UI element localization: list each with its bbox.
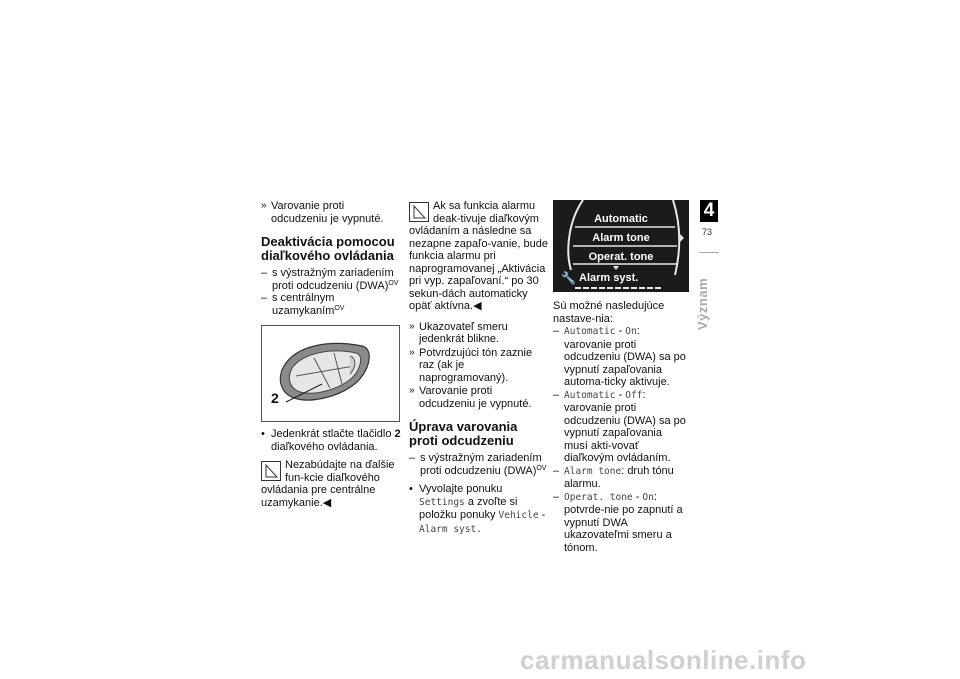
step-item bbox=[409, 483, 549, 536]
ov-mark: OV bbox=[536, 464, 547, 472]
condition-item bbox=[261, 292, 401, 317]
option-text: : varovanie proti odcudzeniu (DWA) sa po vypnutí zapaľovania musí akti-vovať diaľkovým ovládaním. bbox=[564, 388, 686, 464]
result-item: » Varovanie proti odcudzeniu je vypnuté. bbox=[409, 385, 549, 410]
display-screen bbox=[553, 200, 689, 292]
column-1 bbox=[261, 200, 401, 509]
remote-key-figure bbox=[261, 325, 400, 422]
result-item: » Ukazovateľ smeru jedenkrát blikne. bbox=[409, 321, 549, 346]
option-text: : varovanie proti odcudzeniu (DWA) sa po vypnutí zapaľovania automa-ticky aktivuje. bbox=[564, 325, 686, 388]
option-code: Off bbox=[625, 389, 643, 401]
option-text: : druh tónu alarmu. bbox=[564, 464, 674, 490]
option-text: : potvrde-nie po zapnutí a vypnutí DWA ukazovateľmi smeru a tónom. bbox=[564, 490, 683, 554]
side-divider bbox=[699, 252, 719, 253]
option-code: On bbox=[642, 491, 654, 503]
step-text: Jedenkrát stlačte tlačidlo bbox=[271, 428, 395, 440]
option-item bbox=[553, 465, 688, 491]
separator: - bbox=[615, 388, 626, 401]
screen-footer-title: Alarm syst. bbox=[579, 272, 639, 284]
condition-text: s výstražným zariadením proti odcudzeniu (DWA) bbox=[272, 267, 394, 292]
note-text: Nezabúdajte na ďalšie fun-kcie diaľkového ovládania pre centrálne uzamykanie. bbox=[261, 459, 395, 509]
option-code: On bbox=[625, 326, 637, 337]
section-heading: Úprava varovania proti odcudzeniu bbox=[409, 419, 518, 448]
ov-mark: OV bbox=[334, 304, 345, 312]
ov-mark: OV bbox=[388, 279, 399, 287]
separator: - bbox=[632, 490, 643, 503]
result-item: » Varovanie proti odcudzeniu je vypnuté. bbox=[261, 200, 401, 225]
section-heading: Deaktivácia pomocou diaľkového ovládania bbox=[261, 234, 395, 263]
column-3 bbox=[553, 200, 688, 554]
condition-text: s centrálnym uzamykaním bbox=[272, 292, 335, 317]
option-item bbox=[553, 389, 688, 465]
note-triangle-icon bbox=[261, 461, 281, 481]
chapter-side-label: Význam bbox=[695, 277, 710, 330]
step-item bbox=[261, 428, 401, 453]
chapter-number: 4 bbox=[700, 200, 718, 222]
menu-item-operat-tone: Operat. tone bbox=[588, 251, 654, 263]
menu-code: Settings bbox=[419, 496, 465, 508]
note-text: Ak sa funkcia alarmu deak-tivuje diaľkovým ovládaním a následne sa nezapne zapaľo-vanie, bude funkcia alarmu pri naprogramovanej „Aktivácia pri vyp. zapaľovaní.“ po 30 sekun-dách automaticky opäť aktívna. bbox=[409, 200, 548, 312]
page-number: 73 bbox=[702, 227, 713, 237]
step-text: Vyvolajte ponuku bbox=[419, 483, 503, 495]
result-item: » Potvrdzujúci tón zaznie raz (ak je naprogramovaný). bbox=[409, 347, 549, 385]
intro-text: Sú možné nasledujúce nastave-nia: bbox=[553, 300, 665, 325]
remote-key-illustration bbox=[262, 326, 399, 421]
option-code: Automatic bbox=[564, 389, 616, 401]
wrench-icon: 🔧 bbox=[561, 271, 576, 285]
option-code: Operat. tone bbox=[564, 491, 633, 503]
menu-code: Vehicle bbox=[498, 510, 539, 521]
option-item bbox=[553, 491, 688, 555]
step-bold: 2 bbox=[394, 428, 401, 440]
separator: - bbox=[538, 509, 546, 521]
option-code: Automatic bbox=[564, 326, 616, 337]
column-2 bbox=[409, 200, 549, 536]
menu-item-automatic: Automatic bbox=[594, 213, 648, 225]
end-mark-icon: ◀ bbox=[473, 300, 482, 312]
option-item bbox=[553, 325, 688, 389]
option-code: Alarm tone bbox=[564, 465, 622, 477]
step-text: a zvoľte si položku ponuky bbox=[419, 495, 518, 521]
condition-text: s výstražným zariadením proti odcudzeniu (DWA) bbox=[420, 452, 542, 477]
info-note bbox=[409, 200, 549, 313]
info-note bbox=[261, 459, 401, 509]
condition-item bbox=[261, 267, 401, 292]
condition-item bbox=[409, 452, 549, 477]
end-mark-icon: ◀ bbox=[322, 496, 332, 509]
step-text: diaľkového ovládania. bbox=[271, 440, 378, 453]
watermark: carmanualsonline.info bbox=[520, 645, 807, 675]
note-triangle-icon bbox=[409, 202, 429, 222]
separator: - bbox=[615, 325, 626, 337]
menu-item-alarm-tone: Alarm tone bbox=[592, 232, 650, 244]
figure-callout: 2 bbox=[271, 390, 279, 406]
menu-code: Alarm syst. bbox=[419, 523, 482, 535]
